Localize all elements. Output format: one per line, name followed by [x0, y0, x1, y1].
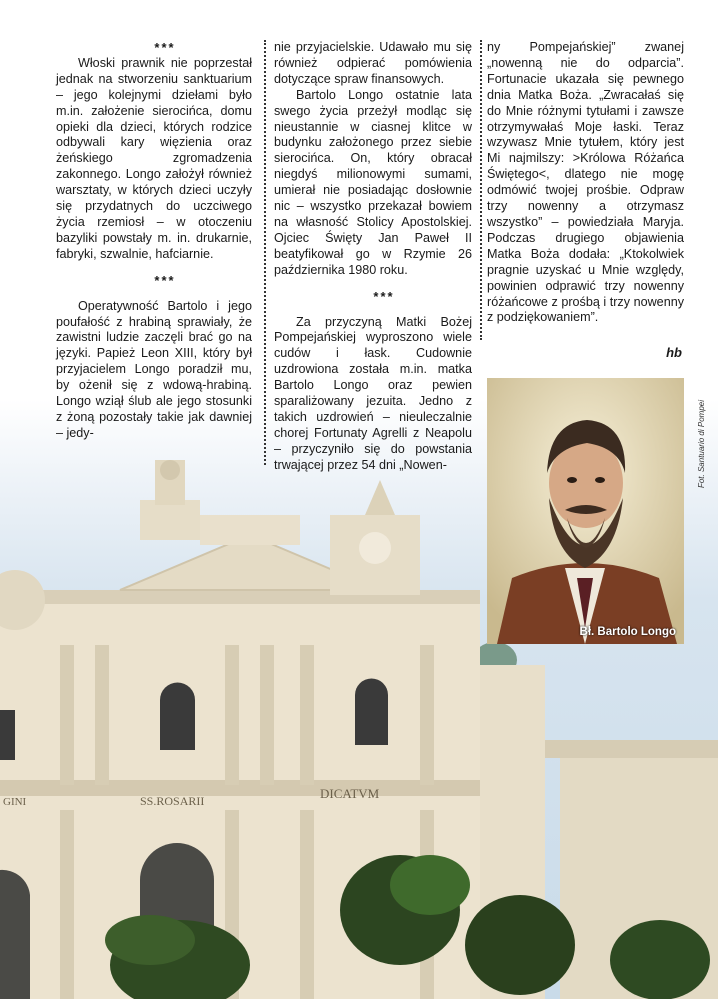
text-column-1: [56, 40, 252, 442]
paragraph: Bartolo Longo ostatnie lata swego życia przeżył modląc się nieustannie w ciasnej klitce w budynku założonego przez siebie sierocińca. On, który obracał niegdyś milionowymi sumami, umierał nie posiadając dosłownie nic – wszystko przekazał bowiem na własność Stolicy Apostolskiej. Ojciec Święty Jan Paweł II beatyfikował go w Rzymie 26 października 1980 roku.: [274, 87, 472, 277]
section-separator: ***: [373, 288, 395, 304]
text-column-2: [274, 40, 472, 474]
portrait-photo: [487, 378, 684, 644]
paragraph: Operatywność Bartolo i jego poufałość z hrabiną sprawiały, że zawistni ludzie zaczęli brać go na języki. Papież Leon XIII, który był przyjacielem Longo poradził mu, by ożenił się z wdową-hrabiną. Longo wziął ślub ale jego stosunki z żoną pozostały takie jak dawniej – jedy-: [56, 298, 252, 440]
author-signature: hb: [666, 345, 682, 360]
inscription-gini: GINI: [3, 796, 27, 808]
section-separator: ***: [154, 272, 176, 288]
inscription-rosarii: SS.ROSARII: [140, 794, 205, 808]
paragraph: nie przyjacielskie. Udawało mu się również odpierać pomówienia dotyczące spraw finansowych.: [274, 40, 472, 86]
paragraph: ny Pompejańskiej” zwanej „nowenną nie do odparcia”. Fortunacie ukazała się pewnego dnia Matka Boża. „Zwracałaś się do Mnie różnymi tytułami i zawsze otrzymywałaś Moje łaski. Teraz wzywasz Mnie tytułem, który jest Mi najmilszy: >Królowa Różańca Świętego<, dlatego nie mogę odmówić twojej prośbie. Odpraw trzy nowenny a otrzymasz wszystko” – powiedziała Maryja. Podczas drugiego objawienia Matka Boża dodała: „Ktokolwiek pragnie uzyskać u Mnie względy, powinien odprawić trzy nowenny różańcowe z prośbą i trzy nowenny z podziękowaniem”.: [487, 40, 684, 325]
portrait-illustration: [487, 378, 684, 644]
inscription-dicatum: DICATVM: [320, 786, 380, 801]
column-divider: [480, 40, 482, 340]
photo-caption: Bł. Bartolo Longo: [579, 626, 676, 638]
paragraph: Włoski prawnik nie poprzestał jednak na stworzeniu sanktuarium – jego kolejnymi dziełami było m.in. założenie sierocińca, domu opieki dla dzieci, których rodzice odbywali kary więzienia oraz żeńskiego zgromadzenia zakonnego. Longo założył również warsztaty, w których dzieci uczyły się przydatnych do uczciwego życia rzemiosł – w otoczeniu bazyliki powstały m. in. drukarnie, fabryki, szwalnie, hafciarnie.: [56, 55, 252, 261]
photo-credit: Fot. Santuario di Pompei: [697, 400, 706, 489]
paragraph: Za przyczyną Matki Bożej Pompejańskiej wyproszono wiele cudów i łask. Cudownie uzdrowiona została m.in. matka Bartolo Longo oraz pewien sparaliżowany jezuita. Jedno z takich uzdrowień – nieuleczalnie chorej Fortunaty Agrelli z Neapolu – przyczyniło się do powstania trwającej przez 54 dni „Nowen-: [274, 314, 472, 472]
section-separator: ***: [154, 40, 176, 55]
text-column-3: [487, 40, 684, 326]
column-divider: [264, 40, 266, 465]
